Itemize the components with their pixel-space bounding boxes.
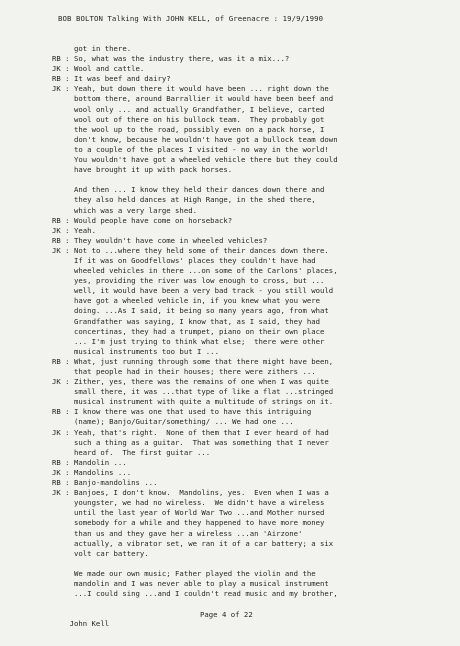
speaker-label — [52, 387, 74, 397]
transcript-line — [52, 44, 452, 54]
line-text: Not to ...where they held some of their dances down there. — [74, 245, 329, 255]
transcript-line — [52, 357, 452, 367]
transcript-line — [52, 175, 452, 185]
line-text: Grandfather was saying, I know that, as I said, they had — [74, 316, 321, 326]
transcript-line — [52, 468, 452, 478]
transcript-line — [52, 407, 452, 417]
speaker-label: JK : — [52, 64, 70, 74]
footer-name: John Kell — [69, 619, 110, 628]
transcript-line — [52, 438, 452, 448]
line-text: You wouldn't have got a wheeled vehicle there but they could — [74, 155, 338, 165]
transcript-line — [52, 387, 452, 397]
speaker-label — [52, 559, 74, 569]
speaker-label — [52, 206, 74, 216]
line-text: got in there. — [74, 44, 132, 53]
transcript-line — [52, 327, 452, 337]
line-text: concertinas, they had a trumpet, piano on their own place — [74, 326, 325, 336]
speaker-label — [52, 256, 74, 266]
transcript-line — [52, 539, 452, 549]
line-text: Yeah, but down there it would have been ... right down the — [74, 84, 329, 94]
transcript-line — [52, 367, 452, 377]
speaker-label — [52, 296, 74, 306]
line-text: Banjo-mandolins ... — [74, 478, 158, 488]
line-text: Wool and cattle. — [74, 64, 145, 74]
speaker-label — [52, 529, 74, 539]
line-text: Zither, yes, there was the remains of one when I was quite — [74, 377, 329, 387]
line-text: which was a very large shed. — [74, 205, 198, 215]
line-text: wool only ... and actually Grandfather, I believe, carted — [74, 104, 325, 114]
line-text: have got a wheeled vehicle in, if you knew what you were — [74, 296, 321, 306]
transcript-line — [52, 498, 452, 508]
transcript-line — [52, 458, 452, 468]
line-text: Yeah, that's right. None of them that I ever heard of had — [74, 427, 329, 437]
line-text: If it was on Goodfellows' places they couldn't have had — [74, 255, 316, 265]
transcript-line — [52, 226, 452, 236]
speaker-label — [52, 539, 74, 549]
transcript-line — [52, 296, 452, 306]
transcript-line — [52, 488, 452, 498]
line-text: musical instruments too but I ... — [74, 346, 219, 356]
speaker-label — [52, 498, 74, 508]
transcript-line — [52, 195, 452, 205]
line-text: they also held dances at High Range, in the shed there, — [74, 195, 316, 205]
speaker-label — [52, 549, 74, 559]
transcript-line — [52, 155, 452, 165]
line-text: I know there was one that used to have this intriguing — [74, 407, 312, 417]
line-text: We made our own music; Father played the violin and the — [74, 568, 316, 578]
transcript-line — [52, 64, 452, 74]
speaker-label — [52, 306, 74, 316]
speaker-label — [52, 105, 74, 115]
transcript-line — [52, 286, 452, 296]
line-text: wheeled vehicles in there ...on some of the Carlons' places, — [74, 266, 338, 276]
speaker-label — [52, 508, 74, 518]
line-text: that people had in their houses; there were zithers ... — [74, 367, 316, 376]
line-text: actually, a vibrator set, we ran it of a car battery; a six — [74, 538, 334, 548]
transcript-line — [52, 74, 452, 84]
speaker-label — [52, 579, 74, 589]
speaker-label: JK : — [52, 84, 70, 94]
speaker-label — [52, 317, 74, 327]
transcript-line — [52, 276, 452, 286]
transcript-line — [52, 347, 452, 357]
transcript-line — [52, 508, 452, 518]
transcript-line — [52, 448, 452, 458]
line-text: doing. ...As I said, it being so many years ago, from what — [74, 306, 329, 316]
transcript-line — [52, 306, 452, 316]
speaker-label: RB : — [52, 215, 70, 225]
speaker-label — [52, 94, 74, 104]
line-text: (name); Banjo/Guitar/something/ ... We had one ... — [74, 417, 294, 427]
speaker-label — [52, 367, 74, 377]
transcript-line — [52, 559, 452, 569]
speaker-label — [52, 115, 74, 125]
speaker-label — [52, 165, 74, 175]
transcript-line — [52, 206, 452, 216]
speaker-label — [52, 448, 74, 458]
speaker-label: JK : — [52, 427, 70, 437]
transcript-line — [52, 266, 452, 276]
line-text: ...I could sing ...and I couldn't read music and my brother, — [74, 589, 338, 599]
line-text: somebody for a while and they happened to have more money — [74, 518, 325, 528]
transcript-line — [52, 529, 452, 539]
line-text — [74, 559, 452, 569]
transcript-line — [52, 54, 452, 64]
transcript-line — [52, 256, 452, 266]
speaker-label: RB : — [52, 74, 70, 84]
transcript-line — [52, 549, 452, 559]
speaker-label: JK : — [52, 467, 70, 477]
transcript-line — [52, 569, 452, 579]
speaker-label — [52, 347, 74, 357]
line-text: than us and they gave her a wireless ...an 'Airzone' — [74, 528, 303, 538]
page-header: BOB BOLTON Talking With JOHN KELL, of Greenacre : 19/9/1990 — [58, 14, 324, 23]
line-text: Mandolin ... — [74, 457, 127, 467]
page-footer — [52, 610, 452, 646]
speaker-label — [52, 337, 74, 347]
transcript-line — [52, 94, 452, 104]
speaker-label — [52, 175, 74, 185]
speaker-label: RB : — [52, 407, 70, 417]
line-text: such a thing as a guitar. That was something that I never — [74, 437, 329, 447]
speaker-label — [52, 44, 74, 54]
line-text: until the last year of World War Two ...and Mother nursed — [74, 508, 325, 518]
speaker-label — [52, 518, 74, 528]
transcript-line — [52, 589, 452, 599]
speaker-label — [52, 125, 74, 135]
speaker-label — [52, 185, 74, 195]
line-text: They wouldn't have come in wheeled vehicles? — [74, 235, 268, 245]
speaker-label: JK : — [52, 377, 70, 387]
line-text: ... I'm just trying to think what else; there were other — [74, 336, 325, 346]
line-text: to a couple of the places I visited - no way in the world! — [74, 144, 329, 154]
speaker-label — [52, 266, 74, 276]
speaker-label: RB : — [52, 478, 70, 488]
line-text: Mandolins ... — [74, 467, 132, 477]
line-text: mandolin and I was never able to play a musical instrument — [74, 578, 329, 588]
speaker-label — [52, 327, 74, 337]
transcript-line — [52, 579, 452, 589]
transcript-line — [52, 478, 452, 488]
line-text — [74, 175, 452, 185]
speaker-label: RB : — [52, 235, 70, 245]
speaker-label: JK : — [52, 225, 70, 235]
line-text: small there, it was ...that type of like a flat ...stringed — [74, 387, 334, 397]
speaker-label — [52, 438, 74, 448]
transcript-line — [52, 145, 452, 155]
line-text: What, just running through some that there might have been, — [74, 356, 334, 366]
transcript-line — [52, 246, 452, 256]
transcript-line — [52, 317, 452, 327]
speaker-label: RB : — [52, 356, 70, 366]
speaker-label — [52, 286, 74, 296]
speaker-label — [52, 155, 74, 165]
speaker-label: JK : — [52, 488, 70, 498]
speaker-label: RB : — [52, 457, 70, 467]
transcript-line — [52, 236, 452, 246]
line-text: Yeah. — [74, 225, 96, 235]
transcript-line — [52, 337, 452, 347]
line-text: Would people have come on horseback? — [74, 215, 233, 225]
transcript-line — [52, 518, 452, 528]
speaker-label — [52, 589, 74, 599]
line-text: yes, providing the river was low enough to cross, but ... — [74, 276, 325, 286]
transcript-line — [52, 377, 452, 387]
line-text: youngster, we had no wireless. We didn't have a wireless — [74, 498, 325, 508]
transcript-line — [52, 105, 452, 115]
transcript-line — [52, 165, 452, 175]
line-text: heard of. The first guitar ... — [74, 447, 211, 457]
speaker-label: JK : — [52, 245, 70, 255]
speaker-label — [52, 135, 74, 145]
line-text: wool out of there on his bullock team. They probably got — [74, 114, 325, 124]
line-text: And then ... I know they held their dances down there and — [74, 185, 325, 195]
transcript-line — [52, 216, 452, 226]
line-text: well, it would have been a very bad track - you still would — [74, 286, 334, 296]
transcript-line — [52, 417, 452, 427]
line-text: have brought it up with pack horses. — [74, 165, 233, 175]
page-number: Page 4 of 22 — [200, 610, 253, 619]
transcript-line — [52, 125, 452, 135]
line-text: musical instrument with quite a multitude of strings on it. — [74, 397, 334, 407]
transcript-body — [52, 44, 452, 599]
speaker-label — [52, 145, 74, 155]
line-text: It was beef and dairy? — [74, 74, 171, 84]
transcript-line — [52, 397, 452, 407]
line-text: don't know, because he wouldn't have got a bullock team down — [74, 134, 338, 144]
line-text: So, what was the industry there, was it a mix...? — [74, 54, 290, 64]
transcript-line — [52, 428, 452, 438]
speaker-label: RB : — [52, 54, 70, 64]
speaker-label — [52, 417, 74, 427]
transcript-line — [52, 185, 452, 195]
line-text: Banjoes, I don't know. Mandolins, yes. Even when I was a — [74, 488, 329, 498]
speaker-label — [52, 276, 74, 286]
transcript-line — [52, 84, 452, 94]
speaker-label — [52, 569, 74, 579]
line-text: the wool up to the road, possibly even on a pack horse, I — [74, 124, 325, 134]
transcript-line — [52, 135, 452, 145]
speaker-label — [52, 195, 74, 205]
line-text: volt car battery. — [74, 548, 149, 558]
speaker-label — [52, 397, 74, 407]
line-text: bottom there, around Barrallier it would have been beef and — [74, 94, 334, 104]
transcript-line — [52, 115, 452, 125]
